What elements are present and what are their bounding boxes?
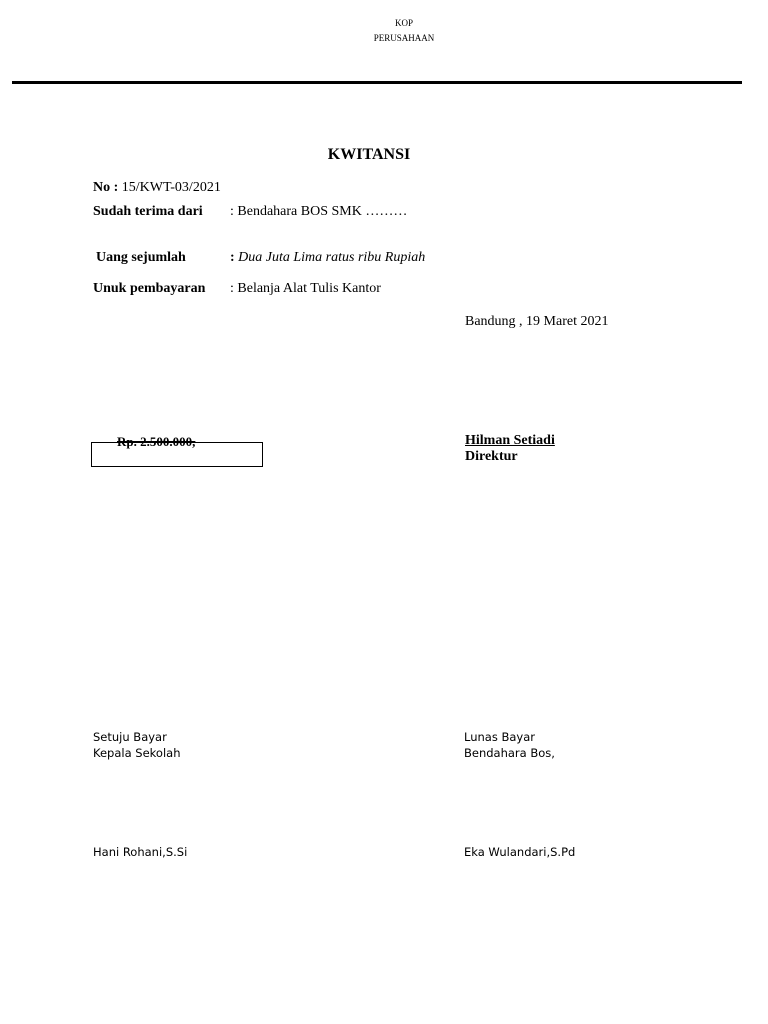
purpose-label: Unuk pembayaran (93, 281, 206, 296)
approve-title: Kepala Sekolah (93, 746, 181, 760)
receipt-number (93, 180, 221, 196)
place-date: Bandung , 19 Maret 2021 (465, 314, 609, 329)
amount-figure: Rp. 2.500.000, (117, 434, 196, 449)
director-title: Direktur (465, 449, 518, 464)
amount-words-value (230, 250, 425, 266)
amount-words-colon: : (230, 250, 235, 265)
paid-name: Eka Wulandari,S.Pd (464, 845, 576, 859)
receipt-number-label: No : (93, 180, 119, 195)
receipt-number-value: 15/KWT-03/2021 (121, 180, 221, 195)
received-from-value: : Bendahara BOS SMK ……… (230, 204, 408, 219)
approve-name: Hani Rohani,S.Si (93, 845, 188, 859)
company-line: PERUSAHAAN (373, 33, 435, 43)
amount-words-label: Uang sejumlah (96, 250, 186, 265)
header-divider (12, 81, 742, 84)
document-title: KWITANSI (327, 146, 411, 163)
paid-label: Lunas Bayar (464, 730, 535, 744)
received-from-label: Sudah terima dari (93, 204, 203, 219)
amount-words-text: Dua Juta Lima ratus ribu Rupiah (238, 250, 426, 265)
approve-label: Setuju Bayar (93, 730, 167, 744)
paid-title: Bendahara Bos, (464, 746, 555, 760)
purpose-value: : Belanja Alat Tulis Kantor (230, 281, 381, 296)
kop-line: KOP (394, 18, 413, 28)
director-name: Hilman Setiadi (465, 433, 555, 448)
